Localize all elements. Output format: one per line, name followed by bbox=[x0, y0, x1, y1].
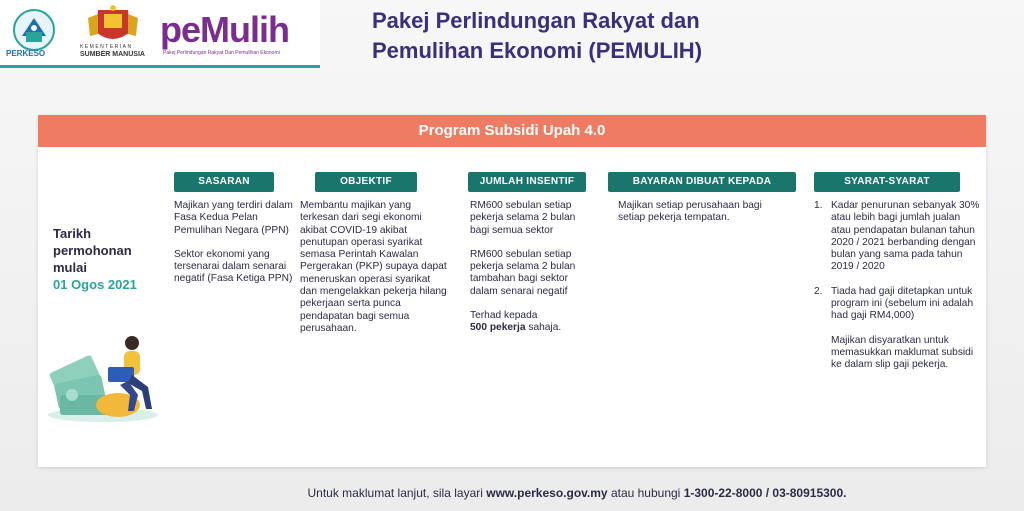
jumlah-insentif-pill: JUMLAH INSENTIF bbox=[468, 172, 586, 192]
syarat-item-2-num: 2. bbox=[814, 285, 823, 297]
page-title-line2: Pemulihan Ekonomi (PEMULIH) bbox=[372, 38, 703, 63]
perkeso-label: PERKESO bbox=[6, 49, 46, 58]
date-label-line2: permohonan bbox=[53, 243, 132, 258]
syarat-item-1 bbox=[814, 200, 980, 274]
bayaran-text bbox=[618, 200, 790, 237]
syarat-item-1-text: Kadar penurunan sebanyak 30% atau lebih bagi jumlah jualan atau pendapatan bulanan tahun 2020 / 2021 berbanding dengan bulan yang sama pada tahun 2019 / 2020 bbox=[831, 200, 980, 273]
sasaran-text bbox=[174, 200, 304, 298]
syarat-list bbox=[814, 200, 980, 323]
jumlah-insentif-text bbox=[470, 200, 595, 347]
footer-phones: 1-300-22-8000 / 03-80915300. bbox=[683, 486, 847, 500]
pemulih-tagline: Pakej Perlindungan Rakyat Dan Pemulihan Ekonomi bbox=[163, 50, 280, 56]
syarat-pill: SYARAT-SYARAT bbox=[814, 172, 960, 192]
application-date-block bbox=[53, 225, 137, 293]
syarat-item-2 bbox=[814, 286, 980, 323]
footer-prefix: Untuk maklumat lanjut, sila layari bbox=[307, 486, 487, 500]
program-title: Program Subsidi Upah 4.0 bbox=[38, 115, 986, 147]
objektif-pill: OBJEKTIF bbox=[315, 172, 417, 192]
page-title bbox=[372, 6, 802, 66]
page-title-line1: Pakej Perlindungan Rakyat dan bbox=[372, 8, 700, 33]
sasaran-pill: SASARAN bbox=[174, 172, 274, 192]
footer-contact bbox=[0, 486, 1024, 500]
pemulih-logo: peMulih bbox=[160, 9, 289, 50]
program-card bbox=[38, 115, 986, 467]
kementerian-label: KEMENTERIAN bbox=[80, 44, 133, 50]
objektif-text bbox=[300, 200, 450, 347]
application-date: 01 Ogos 2021 bbox=[53, 277, 137, 292]
jumlah-para3-line1: Terhad kepada bbox=[470, 310, 538, 322]
jumlah-para3-bold: 500 pekerja bbox=[470, 322, 526, 334]
jumlah-para3 bbox=[470, 310, 595, 335]
bayaran-pill: BAYARAN DIBUAT KEPADA bbox=[608, 172, 796, 192]
person-with-laptop-icon bbox=[48, 323, 168, 423]
syarat-note: Majikan disyaratkan untuk memasukkan maklumat subsidi ke dalam slip gaji pekerja. bbox=[831, 334, 974, 371]
footer-url-link[interactable]: www.perkeso.gov.my bbox=[486, 486, 608, 500]
date-label-line3: mulai bbox=[53, 260, 87, 275]
bayaran-para1: Majikan setiap perusahaan bagi setiap pekerja tempatan. bbox=[618, 200, 762, 224]
jumlah-para1: RM600 sebulan setiap pekerja selama 2 bulan bagi semua sektor bbox=[470, 200, 576, 236]
jumlah-para2: RM600 sebulan setiap pekerja selama 2 bulan tambahan bagi sektor dalam senarai negatif bbox=[470, 248, 576, 297]
header-band bbox=[0, 0, 320, 68]
date-label-line1: Tarikh bbox=[53, 226, 92, 241]
syarat-item-2-text: Tiada had gaji ditetapkan untuk program ini (sebelum ini adalah had gaji RM4,000) bbox=[831, 285, 974, 322]
sasaran-para1: Majikan yang terdiri dalam Fasa Kedua Pelan Pemulihan Negara (PPN) bbox=[174, 200, 293, 236]
syarat-item-1-num: 1. bbox=[814, 200, 823, 211]
syarat-text bbox=[814, 200, 980, 384]
sasaran-para2: Sektor ekonomi yang tersenarai dalam senarai negatif (Fasa Ketiga PPN) bbox=[174, 248, 293, 285]
sumber-manusia-label: SUMBER MANUSIA bbox=[80, 51, 145, 58]
footer-middle: atau hubungi bbox=[607, 486, 684, 500]
jumlah-para3-rest: sahaja. bbox=[525, 322, 562, 334]
objektif-para1: Membantu majikan yang terkesan dari segi ekonomi akibat COVID-19 akibat penutupan operasi syarikat semasa Perintah Kawalan Pergerakan (PKP) supaya dapat meneruskan operasi syarikat dan mengelakkan pekerja hilang pekerjaan serta punca pendapatan bagi semua perusahaan. bbox=[300, 200, 447, 334]
